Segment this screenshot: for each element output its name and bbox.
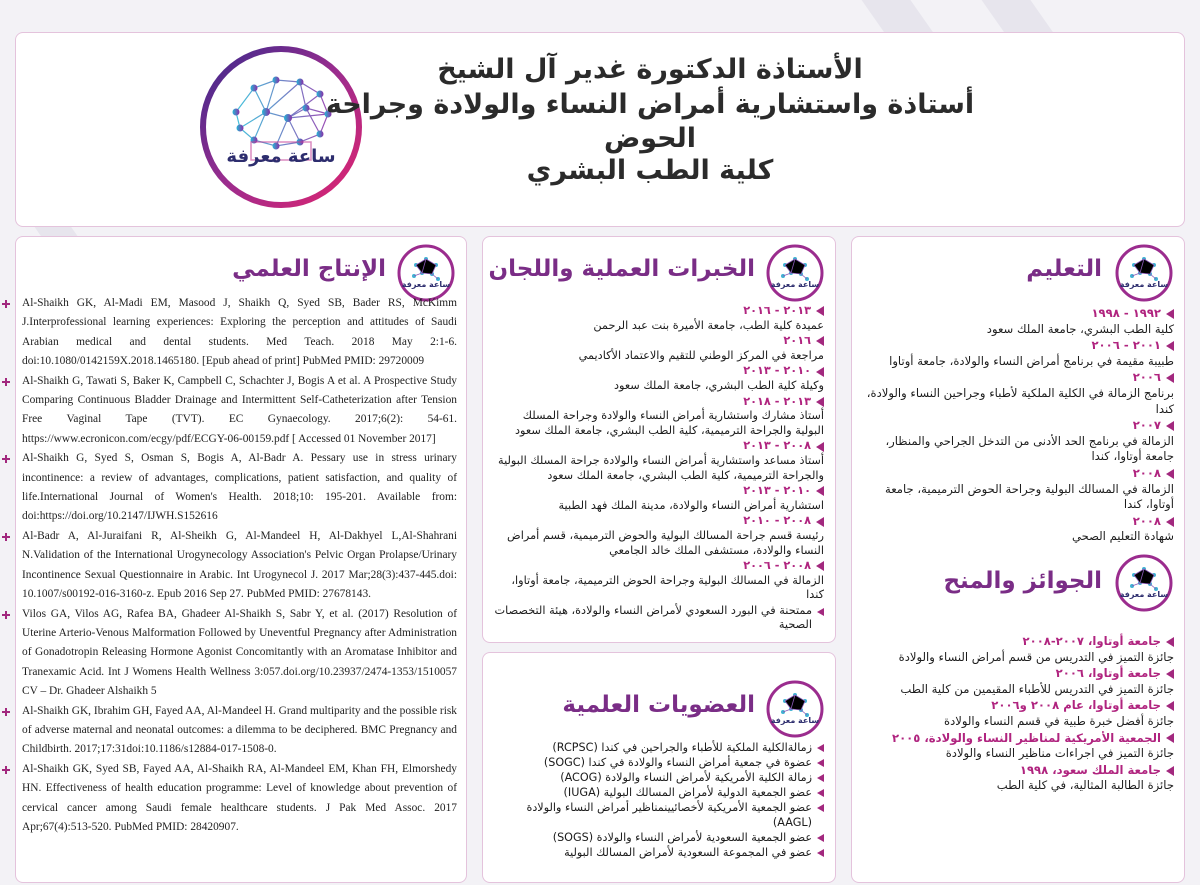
publication-text: Al-Shaikh GK, Syed SB, Fayed AA, Al-Shaikh RA, Al-Mandeel EM, Khan FH, Elmorshedy HN. Effectiveness of health education programme: Level of knowledge about prevention of cervical cancer among Saudi female healthcare students. J Pak Med Assoc. 2017 Apr;67(4):513-520. PubMed PMID: 28420907. [22, 762, 457, 833]
publication-item [22, 605, 457, 702]
timeline-item [862, 418, 1174, 465]
page-title: الأستاذة الدكتورة غدير آل الشيخ [437, 54, 863, 85]
timeline-item [862, 698, 1174, 729]
publication-item [22, 527, 457, 605]
timeline-year [862, 666, 1174, 682]
arrow-marker-icon [1166, 341, 1174, 351]
publication-item [22, 294, 457, 372]
memberships-heading: العضويات العلمية [562, 692, 755, 718]
timeline-year-text: ٢٠١٠ - ٢٠١٣ [743, 484, 811, 498]
timeline-text: ممتحنة في البورد السعودي لأمراض النساء والولادة، هيئة التخصصات الصحية [494, 603, 812, 632]
section-logo-text: ساعة معرفة [1119, 590, 1169, 599]
timeline-text: جائزة التميز في اجراءات مناظير النساء والولادة [945, 746, 1174, 761]
arrow-marker-icon [817, 834, 824, 842]
timeline-year [492, 364, 824, 379]
timeline-year [862, 306, 1174, 322]
publication-text: Al-Shaikh GK, Al-Madi EM, Masood J, Shaikh Q, Syed SB, Bader RS, McKimm J.Interprofessional learning experiences: Exploring the perception and attitudes of Saudi Arabian medical and dental students. Med Teach. 2018 May 2:1-6. doi:10.1080/0142159X.2018.1465180. [Epub ahead of print] PubMed PMID: 29720009 [22, 297, 457, 368]
timeline-year-text: ٢٠٠٨ - ٢٠١٠ [743, 514, 811, 528]
timeline-year [492, 304, 824, 319]
timeline-year-text: الجمعية الأمريكية لمناظير النساء والولادة، ٢٠٠٥ [892, 730, 1161, 745]
arrow-marker-icon [816, 336, 824, 346]
timeline-year-text: ٢٠٠٨ [1132, 465, 1161, 480]
timeline-year [492, 334, 824, 349]
section-logo-text: ساعة معرفة [770, 280, 820, 289]
timeline-text: الزمالة في المسالك البولية وجراحة الحوض الترميمية، جامعة أوتاوا، كندا [511, 573, 824, 602]
timeline-year-text: ١٩٩٢ - ١٩٩٨ [1091, 306, 1161, 320]
timeline-text: جائزة التميز في التدريس للأطباء المقيمين من كلية الطب [900, 681, 1174, 696]
timeline-year [492, 395, 824, 410]
section-logo [1114, 243, 1174, 303]
arrow-marker-icon [1166, 733, 1174, 743]
arrow-marker-icon [1166, 373, 1174, 383]
timeline-text: جائزة الطالبة المثالية، في كلية الطب [996, 778, 1174, 793]
timeline-year [862, 731, 1174, 747]
arrow-marker-icon [816, 442, 824, 452]
timeline-year-text: ٢٠٠٧ [1132, 418, 1161, 433]
timeline-year [492, 439, 824, 454]
arrow-marker-icon [817, 608, 824, 616]
publication-text: Al-Shaikh GK, Ibrahim GH, Fayed AA, Al-Mandeel H. Grand multiparity and the possible risk of adverse maternal and neonatal outcomes: a dilemma to be deciphered. BMC Pregnancy and Childbirth. 2017;17:31doi:10.1186/s12884-017-1508-0. [22, 704, 457, 756]
section-logo [765, 243, 825, 303]
timeline-text: جائزة أفضل خبرة طبية في قسم النساء والولادة [944, 713, 1174, 728]
publication-item [22, 449, 457, 527]
timeline-item [862, 731, 1174, 762]
experience-heading: الخبرات العملية واللجان [488, 256, 755, 282]
timeline-text: رئيسة قسم جراحة المسالك البولية والحوض الترميمية، قسم أمراض النساء والولادة، مستشفى الملك خالد الجامعي [507, 528, 824, 557]
timeline-year [862, 514, 1174, 530]
membership-text: زمالة الكلية الأمريكية لأمراض النساء والولادة (ACOG) [560, 771, 812, 784]
timeline-year-text: ٢٠٠١ - ٢٠٠٦ [1091, 338, 1161, 353]
timeline-year [862, 466, 1174, 482]
arrow-marker-icon [1166, 421, 1174, 431]
timeline-year-text: جامعة أوتاوا، ٢٠٠٦ [1055, 666, 1161, 681]
arrow-marker-icon [1166, 669, 1174, 679]
arrow-marker-icon [1166, 469, 1174, 479]
membership-text: عضو الجمعية الدولية لأمراض المسالك البولية (IUGA) [563, 786, 812, 799]
membership-item [492, 770, 824, 785]
timeline-item [492, 334, 824, 363]
arrow-marker-icon [816, 517, 824, 527]
arrow-marker-icon [1166, 517, 1174, 527]
membership-text: عضو الجمعية الأمريكية لأخصائيينمناظير أمراض النساء والولادة (AAGL) [526, 801, 812, 829]
publications-list [22, 294, 457, 837]
section-logo [765, 679, 825, 739]
timeline-text: جائزة التميز في التدريس من قسم أمراض النساء والولادة [898, 649, 1174, 664]
plus-marker-icon [2, 708, 10, 716]
timeline-year-text: جامعة الملك سعود، ١٩٩٨ [1019, 762, 1161, 777]
timeline-text: طبيبة مقيمة في برنامج أمراض النساء والولادة، جامعة أوتاوا [889, 353, 1174, 368]
arrow-marker-icon [1166, 701, 1174, 711]
timeline-item [492, 395, 824, 439]
timeline-item [492, 604, 824, 633]
publication-text: Al-Shaikh G, Syed S, Osman S, Bogis A, Al-Badr A. Pessary use in stress urinary incontinence: a review of advantages, complications, patient satisfaction, and quality of life.International Journal of Women's Health. 2018;10: 195-201. Available from: doi:https://doi.org/10.2147/IJWH.S152616 [22, 452, 457, 523]
timeline-text: برنامج الزمالة في الكلية الملكية لأطباء وجراحين النساء والولادة، كندا [866, 385, 1174, 416]
timeline-text: الزمالة في برنامج الحد الأدنى من التدخل الجراحي والمنظار، جامعة أوتاوا، كندا [885, 433, 1174, 464]
arrow-marker-icon [817, 849, 824, 857]
section-logo-text: ساعة معرفة [770, 716, 820, 725]
timeline-year [862, 418, 1174, 434]
faculty-title: كلية الطب البشري [526, 155, 774, 186]
education-list [862, 306, 1174, 546]
timeline-year [862, 370, 1174, 386]
timeline-text: وكيلة كلية الطب البشري، جامعة الملك سعود [613, 378, 824, 392]
arrow-marker-icon [817, 774, 824, 782]
plus-marker-icon [2, 766, 10, 774]
section-logo [1114, 553, 1174, 613]
publication-text: Vilos GA, Vilos AG, Rafea BA, Ghadeer Al-Shaikh S, Sabr Y, et al. (2017) Resolution of Uterine Arterio-Venous Malformation Followed by Uneventful Pregnancy after Administration of Gonadotropin Releasing Hormone Agonist Concomitantly with an Aromatase Inhibitor and Tranexamic Acid. Int J Womens Health Wellness 3:057.doi.org/10.23937/2474-1353/1510057 CV – Dr. Ghadeer Alshaikh 5 [22, 607, 457, 698]
timeline-year [862, 634, 1174, 650]
timeline-year [492, 484, 824, 499]
timeline-item [492, 514, 824, 558]
membership-item [492, 845, 824, 860]
plus-marker-icon [2, 533, 10, 541]
timeline-year-text: ٢٠٠٨ [1132, 513, 1161, 528]
timeline-text: كلية الطب البشري، جامعة الملك سعود [986, 321, 1174, 336]
timeline-item [492, 559, 824, 603]
timeline-text: الزمالة في المسالك البولية وجراحة الحوض الترميمية، جامعة أوتاوا، كندا [884, 481, 1174, 512]
awards-list [862, 634, 1174, 795]
experience-list [492, 304, 824, 633]
timeline-year-text: جامعة أوتاوا، عام ٢٠٠٨ و٢٠٠٦ [991, 698, 1161, 713]
arrow-marker-icon [817, 744, 824, 752]
timeline-text: شهادة التعليم الصحي [1071, 529, 1174, 544]
timeline-item [862, 466, 1174, 513]
timeline-year [492, 559, 824, 574]
education-heading: التعليم [1026, 256, 1102, 282]
membership-text: عضو في المجموعة السعودية لأمراض المسالك البولية [564, 846, 812, 859]
timeline-text: أستاذ مشارك واستشارية أمراض النساء والولادة وجراحة المسلك البولية والجراحة الترميمية، كلية الطب البشري، جامعة الملك سعود [515, 409, 824, 437]
membership-item [492, 830, 824, 845]
publication-text: Al-Badr A, Al-Juraifani R, Al-Sheikh G, Al-Mandeel H, Al-Dakhyel L,Al-Shahrani N.Validation of the International Urogynecology Association's Pelvic Organ Prolapse/Urinary Incontinence Sexual Questionnaire in Arabic. Int Urogynecol J. 2017 Mar;28(3):437-445.doi: 10.1007/s00192-016-3160-z. Epub 2016 Sep 27. PubMed PMID: 27678143. [22, 529, 457, 601]
timeline-year-text: ٢٠٠٨ - ٢٠٠٦ [743, 559, 811, 573]
timeline-year [862, 338, 1174, 354]
arrow-marker-icon [816, 486, 824, 496]
arrow-marker-icon [1166, 309, 1174, 319]
timeline-year-text: ٢٠١٦ [783, 334, 811, 348]
memberships-list [492, 740, 824, 860]
timeline-year-text: ٢٠١٣ - ٢٠١٨ [743, 394, 811, 408]
timeline-text: أستاذ مساعد واستشارية أمراض النساء والولادة جراحة المسلك البولية والجراحة الترميمية، كلية الطب البشري، جامعة الملك سعود [498, 453, 824, 482]
timeline-item [492, 364, 824, 393]
timeline-text: استشارية أمراض النساء والولادة، مدينة الملك فهد الطبية [558, 498, 824, 512]
publication-item [22, 760, 457, 838]
arrow-marker-icon [817, 759, 824, 767]
section-logo-text: ساعة معرفة [1119, 280, 1169, 289]
publication-item [22, 702, 457, 760]
timeline-year-text: ٢٠٠٦ [1132, 370, 1161, 385]
job-title: أستاذة واستشارية أمراض النساء والولادة وجراحة الحوض [325, 89, 975, 154]
timeline-year-text: ٢٠٠٨ - ٢٠١٣ [743, 439, 811, 453]
arrow-marker-icon [816, 397, 824, 407]
timeline-item [862, 370, 1174, 417]
timeline-year [862, 763, 1174, 779]
membership-item [492, 740, 824, 755]
publication-item [22, 372, 457, 450]
timeline-item [862, 634, 1174, 665]
section-logo-text: ساعة معرفة [401, 280, 451, 289]
publication-text: Al-Shaikh G, Tawati S, Baker K, Campbell C, Schachter J, Bogis A et al. A Prospective Study Comparing Continuous Bladder Drainage and Intermittent Self-Catheterization after Tension Free Vaginal Tape (TVT). EC Gynaecology. 2017;6(2): 54-61. https://www.ecronicon.com/ecgy/pdf/ECGY-06-00159.pdf [ Accessed 01 November 2017] [22, 374, 457, 445]
membership-text: زمالةالكلية الملكية للأطباء والجراحين في كندا (RCPSC) [552, 741, 812, 754]
arrow-marker-icon [817, 804, 824, 812]
timeline-item [492, 304, 824, 333]
timeline-item [862, 763, 1174, 794]
arrow-marker-icon [816, 561, 824, 571]
plus-marker-icon [2, 455, 10, 463]
timeline-item [862, 338, 1174, 369]
membership-item [492, 785, 824, 800]
logo-text: ساعة معرفة [226, 146, 336, 167]
publications-heading: الإنتاج العلمي [232, 256, 386, 282]
timeline-item [862, 306, 1174, 337]
membership-item [492, 800, 824, 830]
arrow-marker-icon [816, 367, 824, 377]
membership-text: عضو الجمعية السعودية لأمراض النساء والولادة (SOGS) [552, 831, 812, 844]
timeline-year-text: جامعة أوتاوا، ٢٠٠٧-٢٠٠٨ [1022, 634, 1161, 648]
title-block [290, 52, 1010, 186]
awards-heading: الجوائز والمنح [943, 568, 1102, 594]
timeline-year-text: ٢٠١٠ - ٢٠١٣ [743, 364, 811, 378]
plus-marker-icon [2, 378, 10, 386]
timeline-text: مراجعة في المركز الوطني للتقيم والاعتماد الأكاديمي [578, 348, 824, 362]
arrow-marker-icon [816, 306, 824, 316]
timeline-item [492, 439, 824, 483]
arrow-marker-icon [817, 789, 824, 797]
membership-text: عضوة في جمعية أمراض النساء والولادة في كندا (SOGC) [543, 756, 812, 769]
plus-marker-icon [2, 611, 10, 619]
membership-item [492, 755, 824, 770]
timeline-year [492, 514, 824, 529]
arrow-marker-icon [1166, 766, 1174, 776]
timeline-year-text: ٢٠١٣ - ٢٠١٦ [743, 304, 811, 317]
plus-marker-icon [2, 300, 10, 308]
timeline-text: عميدة كلية الطب، جامعة الأميرة بنت عبد الرحمن [593, 318, 824, 332]
timeline-item [862, 514, 1174, 545]
timeline-year [862, 698, 1174, 714]
timeline-item [862, 666, 1174, 697]
timeline-item [492, 484, 824, 513]
arrow-marker-icon [1166, 637, 1174, 647]
